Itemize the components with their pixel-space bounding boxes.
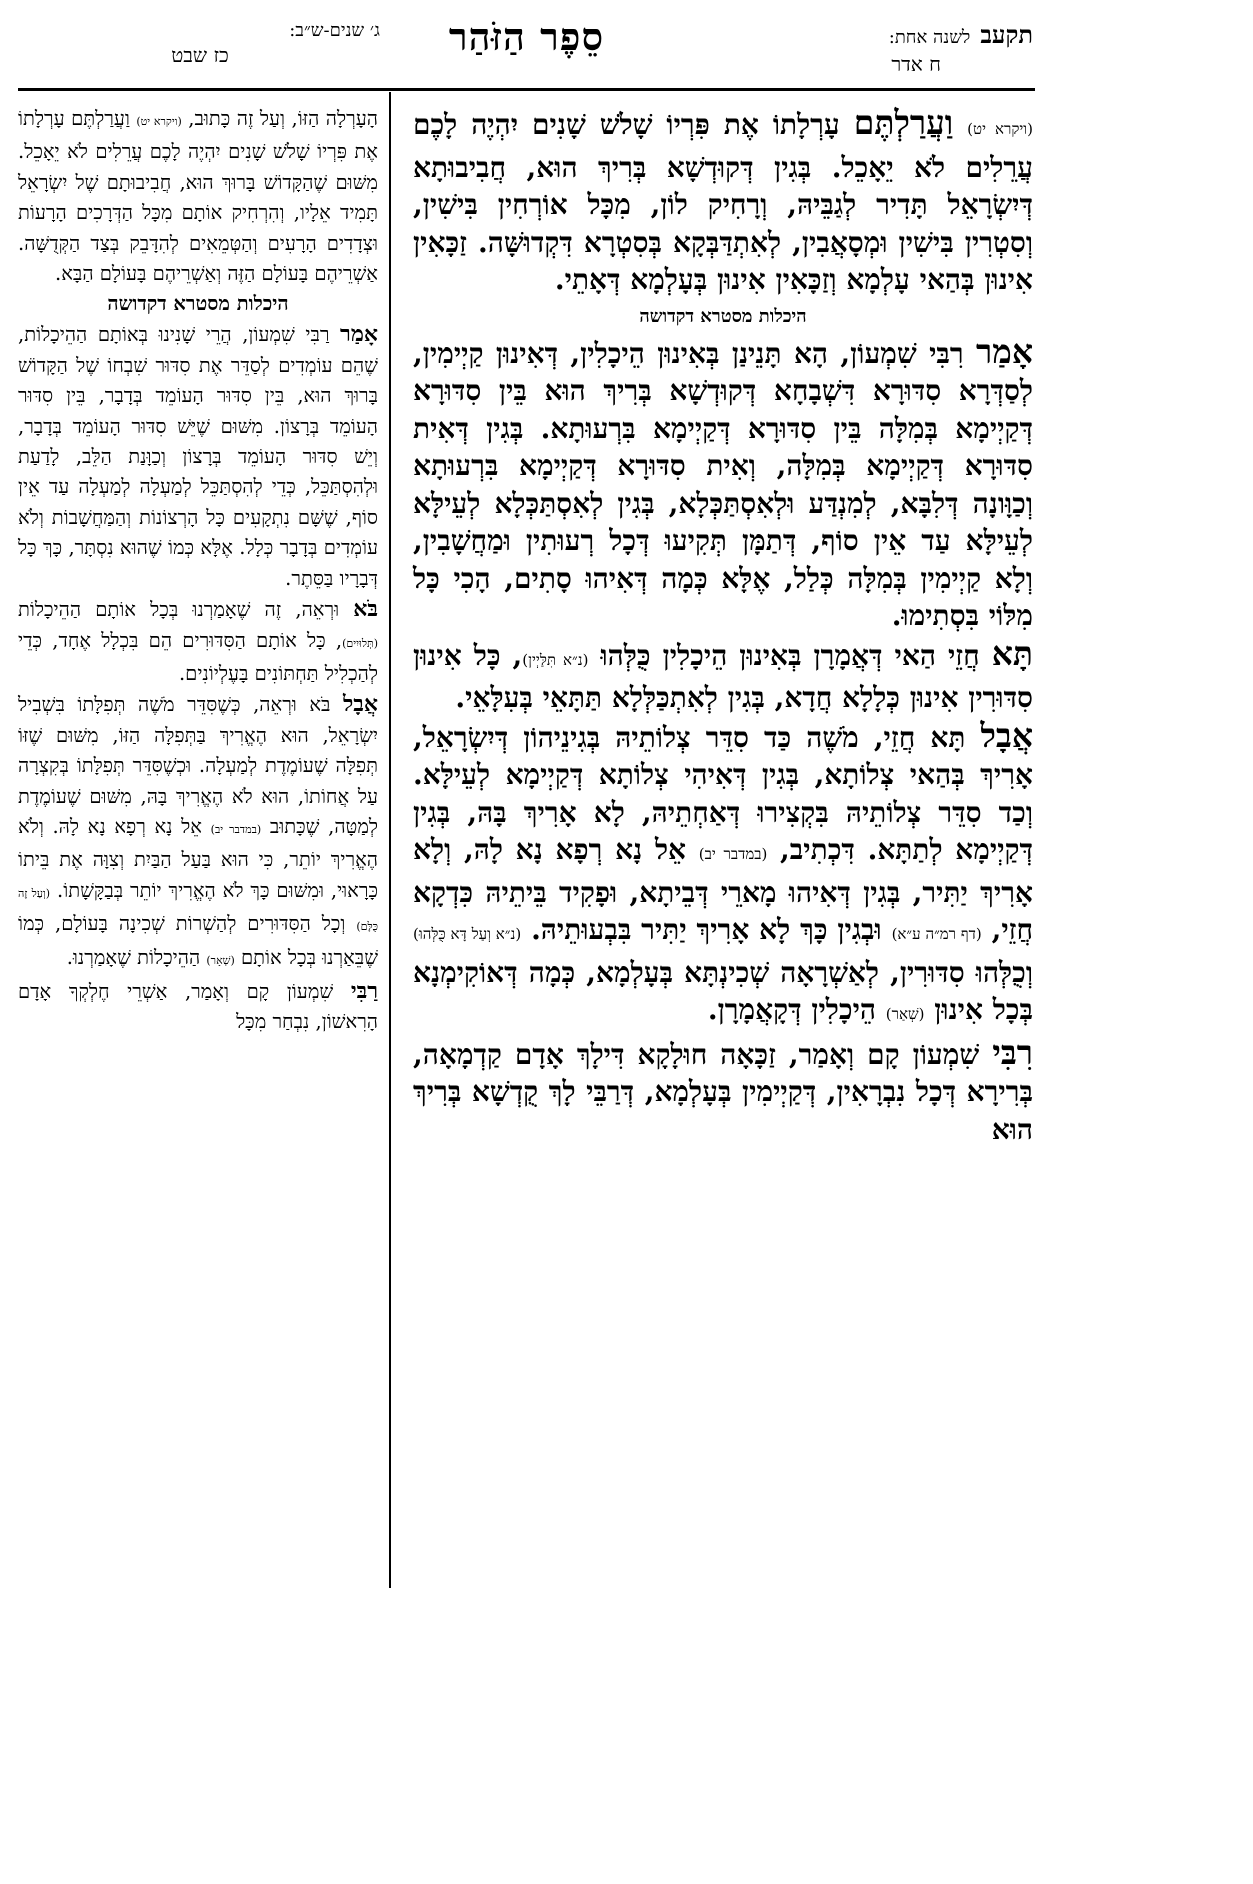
source-ref: (דף רמ״ה ע״א) [891, 925, 982, 943]
paragraph-text: רַבִּי שִׁמְעוֹן, הֲרֵי שָׁנִינוּ בְּאוֹתָם הַהֵיכָלוֹת, שֶׁהֵם עוֹמְדִים לְסַדֵּר אֶת סִדּוּר שִׁבְחוֹ שֶׁל הַקָּדוֹשׁ בָּרוּךְ הוּא, בֵּין סִדּוּר הָעוֹמֵד בְּדָבָר, בֵּין סִדּוּר הָעוֹמֵד בְּרָצוֹן. מִשּׁוּם שֶׁיֵּשׁ סִדּוּר הָעוֹמֵד בְּדָבָר, וְיֵשׁ סִדּוּר הָעוֹמֵד בְּרָצוֹן וְכַוָּנַת הַלֵּב, לָדַעַת וּלְהִסְתַּכֵּל, כְּדֵי לְהִסְתַּכֵּל לְמַעְלָה לְמַעְלָה עַד אֵין סוֹף, שֶׁשָּׁם נִתְקָעִים כָּל הָרְצוֹנוֹת וְהַמַּחֲשָׁבוֹת וְלֹא עוֹמְדִים בְּדָבָר כְּלָל. אֶלָּא כְּמוֹ שֶׁהוּא נִסְתָּר, כָּךְ כָּל דְּבָרָיו בַּסֵּתֶר. [18, 323, 378, 590]
opening-word: אָמַר [976, 331, 1034, 371]
source-ref: (שְׁאָר) [206, 953, 235, 967]
paragraph-text: וּבְגִין כָּךְ לָא אָרִיךְ יַתִּיר בִּבְעוּתֵיהּ. [531, 913, 882, 946]
main-paragraph-1 [413, 104, 1033, 299]
opening-word: רַבִּי [350, 977, 379, 1004]
paragraph-text: , כָּל אוֹתָם הַסִּדּוּרִים הֵם בִּכְלָל אֶחָד, כְּדֵי לְהַכְלִיל תַּחְתּוֹנִים בָּעֶלְיוֹנִים. [18, 628, 378, 685]
side-paragraph-3 [18, 594, 378, 689]
header-left [20, 20, 380, 70]
paragraph-text: חֲזֵי הַאי דְּאֲמָרָן בְּאִינוּן הֵיכָלִין כֻּלְּהוּ [600, 638, 980, 672]
column-divider [389, 92, 391, 1588]
paragraph-text: וַעֲרַלְתֶּם עָרְלָתוֹ אֶת פִּרְיוֹ שָׁלֹשׁ שָׁנִים יִהְיֶה לָכֶם עֲרֵלִים לֹא יֵאָכֵל. מִשּׁוּם שֶׁהַקָּדוֹשׁ בָּרוּךְ הוּא, חֲבִיבוּתָם שֶׁל יִשְׂרָאֵל תָּמִיד אֵלָיו, וְהִרְחִיק אוֹתָם מִכָּל הַדְּרָכִים הָרָעוֹת וּצְדָדִים הָרָעִים וְהַטְּמֵאִים לְהִדָּבֵק בְּצַד הַקְּדֻשָּׁה. אַשְׁרֵיהֶם בָּעוֹלָם הַזֶּה וְאַשְׁרֵיהֶם בָּעוֹלָם הַבָּא. [18, 107, 378, 286]
cycle-note: ג׳ שנים-ש״ב: [289, 20, 380, 41]
section-heading: היכלות מסטרא דקדושה [107, 292, 289, 316]
header-rule [18, 88, 1035, 91]
header-right [653, 20, 1033, 76]
main-paragraph-4 [413, 717, 1033, 1034]
paragraph-text: הֵיכָלִין דְּקָאֲמָרָן. [707, 993, 877, 1026]
opening-word: אֲבָל [980, 715, 1034, 755]
paragraph-text: אֵל נָא רְפָא נָא לָהּ. וְלֹא הֶאֱרִיךְ יוֹתֵר, כִּי הוּא בַּעַל הַבַּיִת וְצִוָּה אֶת בֵּיתוֹ כָּרָאוּי, וּמִשּׁוּם כָּךְ לֹא הֶאֱרִיךְ יוֹתֵר בְּבַקָּשָׁתוֹ. [18, 814, 378, 902]
side-paragraph-1 [18, 104, 378, 289]
paragraph-text: וְכֻלְּהוּ סִדּוּרִין, לְאַשְׁרָאָה שְׁכִינְתָּא בְּעָלְמָא, כְּמָה דְּאוֹקִימְנָא בְּכָל אִינוּן [413, 955, 1033, 1026]
opening-word: אָמַר [340, 321, 378, 348]
side-paragraph-2 [18, 319, 378, 594]
section-heading: היכלות מסטרא דקדושה [639, 305, 807, 327]
paragraph-text: תָּא חֲזֵי, מֹשֶׁה כַּד סִדֵּר צְלוֹתֵיהּ בְּגִינֵיהוֹן דְּיִשְׂרָאֵל, אָרִיךְ בְּהַאי צְלוֹתָא, בְּגִין דְּאִיהִי צְלוֹתָא דְּקַיְימָא לְעֵילָּא. וְכַד סִדֵּר צְלוֹתֵיהּ בִּקְצִירוּ דְּאַחְתֵיהּ, לָא אָרִיךְ בָּהּ, בְּגִין דְּקַיְימָא לְתַתָּא. דִּכְתִיב, [413, 720, 1033, 866]
opening-word: רִבִּי [992, 1032, 1033, 1072]
paragraph-text: הָעָרְלָה הַזּוֹ, וְעַל זֶה כָּתוּב, [188, 107, 378, 130]
source-ref: (במדבר יב) [210, 822, 262, 836]
paragraph-text: עָרְלָתוֹ אֶת פִּרְיוֹ שָׁלֹשׁ שָׁנִים יִהְיֶה לָכֶם עֲרֵלִים לֹא יֵאָכֵל. בְּגִין דְּקוּדְשָׁא בְּרִיךְ הוּא, חֲבִיבוּתָא דְּיִשְׂרָאֵל תָּדִיר לְגַבֵּיהּ, וְרָחִיק לוֹן, מִכָּל אוֹרְחִין בִּישִׁין, וְסִטְרִין בִּישִׁין וּמְסָאֲבִין, לְאִתְדַּבְּקָא בְּסִטְרָא דִּקְדוּשָּׁה. זַכָּאִין אִינוּן בְּהַאי עָלְמָא וְזַכָּאִין אִינוּן בְּעָלְמָא דְּאָתֵי. [413, 108, 1033, 296]
calendar-note: לשנה אחת: [888, 27, 971, 48]
source-ref: (ויקרא יט) [136, 115, 182, 128]
main-paragraph-2 [413, 333, 1033, 635]
date-left: כז שבט [171, 43, 229, 67]
paragraph-text: שִׁמְעוֹן קָם וְאָמַר, אַשְׁרֵי חֶלְקְךָ אָדָם הָרִאשׁוֹן, נִבְחַר מִכָּל [18, 979, 378, 1034]
side-paragraph-5 [18, 976, 378, 1038]
main-paragraph-3 [413, 635, 1033, 717]
paragraph-text: אֵל נָא רְפָא נָא לָהּ, וְלָא אָרִיךְ יַתִּיר, בְּגִין דְּאִיהוּ מָארֵי דְּבֵיתָא, וּפָקִיד בֵּיתֵיהּ כִּדְקָא חֲזֵי, [413, 833, 1034, 946]
paragraph-text: בֹּא וּרְאֵה, כְּשֶׁסִּדֵּר מֹשֶׁה תְּפִלָּתוֹ בִּשְׁבִיל יִשְׂרָאֵל, הוּא הֶאֱרִיךְ בַּתְּפִלָּה הַזּוֹ, מִשּׁוּם שֶׁזּוֹ תְּפִלָּה שֶׁעוֹמֶדֶת לְמַעְלָה. וּכְשֶׁסִּדֵּר תְּפִלָּתוֹ בְּקִצְרָה עַל אֲחוֹתוֹ, הוּא לֹא הֶאֱרִיךְ בָּהּ, מִשּׁוּם שֶׁעוֹמֶדֶת לְמַטָּה, שֶׁכָּתוּב [18, 693, 378, 838]
paragraph-text: , כָּל אִינוּן סִדּוּרִין אִינוּן כְּלָלָא חֲדָא, בְּגִין לְאִתְכַּלְּלָא תַּתָּאֵי בְּעִלָּאֵי. [413, 638, 1033, 714]
paragraph-text: וּרְאֵה, זֶה שֶׁאָמַרְנוּ בְּכָל אוֹתָם הַהֵיכָלוֹת [18, 598, 340, 622]
aramaic-column [413, 104, 1033, 1148]
source-ref: (נ״א תִּלַּיְין) [522, 650, 589, 669]
source-ref: (וְעַל זֶה כֻּלָּם) [18, 886, 378, 934]
paragraph-text: וְכָל הַסִּדּוּרִים לְהַשְׁרוֹת שְׁכִינָה בָּעוֹלָם, כְּמוֹ שֶׁבֵּאַרְנוּ בְּכָל אוֹתָם [18, 912, 378, 969]
opening-word: אֲבָל [342, 691, 378, 718]
source-ref: (תְּלוּיִים) [342, 636, 378, 650]
opening-word: וַעֲרַלְתֶּם [853, 103, 954, 142]
paragraph-text: הַהֵיכָלוֹת שֶׁאָמַרְנוּ. [66, 945, 201, 969]
page-number: תקעב [980, 20, 1033, 49]
source-ref: (נ״א וְעַל דָּא כֻּלְּהוּ) [413, 925, 522, 943]
opening-word: בֹּא [353, 596, 378, 623]
side-paragraph-4 [18, 689, 378, 976]
paragraph-text: שִׁמְעוֹן קָם וְאָמַר, זַכָּאָה חוּלָקָא דִּילָךְ אָדָם קַדְמָאָה, בְּרִירָא דְּכָל נִבְרָאִין, דְּקַיְימִין בְּעָלְמָא, דְּרַבֵּי לָךְ קֻדְשָׁא בְּרִיךְ הוּא [413, 1037, 1033, 1146]
date-right: ח אדר [891, 52, 941, 76]
paragraph-text: רִבִּי שִׁמְעוֹן, הָא תָּנֵינַן בְּאִינוּן הֵיכָלִין, דְּאִינוּן קַיְימִין, לְסַדְּרָא סִדּוּרָא דִּשְׁבָחָא דְּקוּדְשָׁא בְּרִיךְ הוּא בֵּין סִדּוּרָא דְּקַיְימָא בְּמִלָּה בֵּין סִדּוּרָא דְּקַיְימָא בִּרְעוּתָא. בְּגִין דְּאִית סִדּוּרָא דְּקַיְימָא בְּמִלָּה, וְאִית סִדּוּרָא דְּקַיְימָא בִּרְעוּתָא וְכַוָּונָה דְּלִבָּא, לְמִנְדַּע וּלְאִסְתַּכְּלָא, בְּגִין לְאִסְתַּכְּלָא לְעֵילָּא לְעֵילָּא עַד אֵין סוֹף, דְּתַמָּן תְּקִיעוּ דְּכָל רְעוּתִין וּמַחֲשָׁבִין, וְלָא קַיְימִין בְּמִלָּה כְּלַל, אֶלָּא כְּמָה דְּאִיהוּ סָתִים, הָכִי כָּל מִלּוֹי בִּסְתִימוּ. [413, 336, 1033, 632]
opening-word: תָּא [991, 633, 1034, 673]
source-ref: (במדבר יב) [698, 845, 768, 863]
main-paragraph-5 [413, 1034, 1033, 1149]
hebrew-translation-column [18, 104, 378, 1038]
source-ref: (ויקרא יט) [967, 120, 1033, 138]
header-center [380, 14, 673, 64]
book-title: סֵפֶר הַזֹּהַר [448, 14, 605, 59]
source-ref: (שְׁאַר) [885, 1005, 925, 1023]
